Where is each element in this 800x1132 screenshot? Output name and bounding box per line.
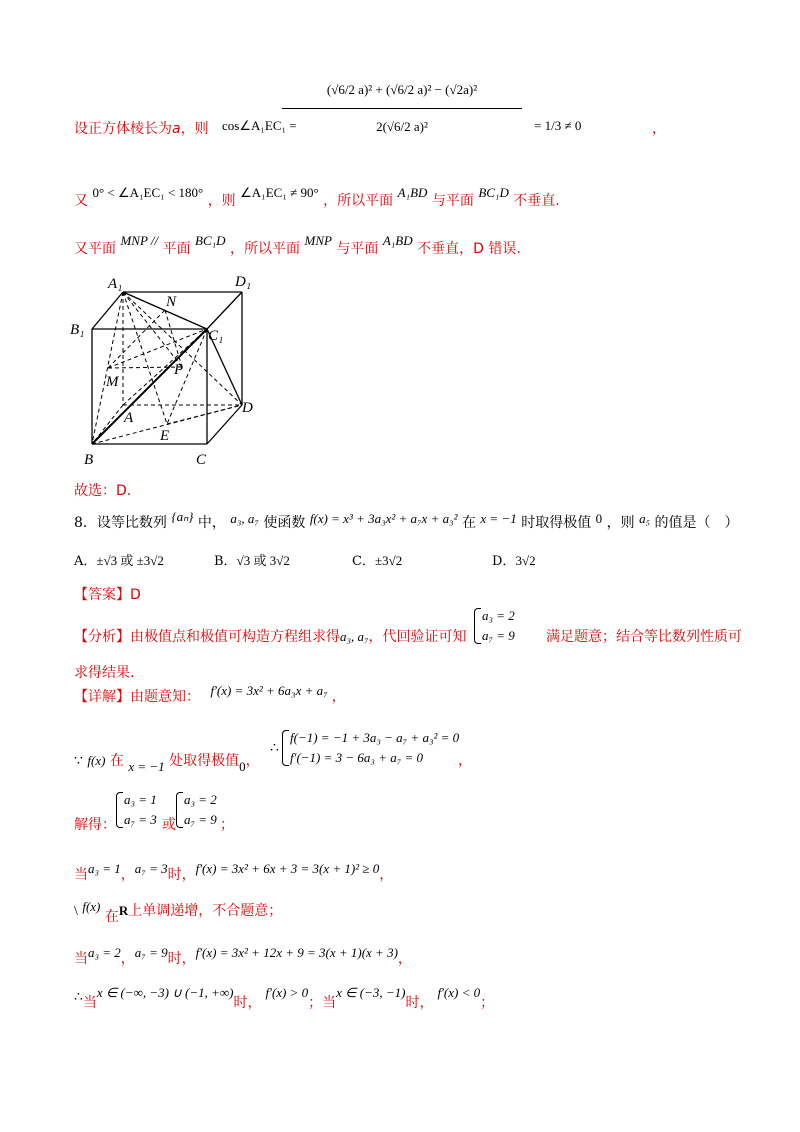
last-shi2: 时， xyxy=(405,995,434,1011)
p2-plane2: BC₁D xyxy=(478,185,509,200)
p2-plane1: A₁BD xyxy=(397,185,428,200)
because-text: 处取得极值 xyxy=(169,753,240,769)
p3-a1bd: A₁BD xyxy=(382,233,413,248)
because-eq1: f(−1) = −1 + 3a₃ − a₇ + a₃² = 0 xyxy=(290,730,460,745)
last-when2: 当 xyxy=(322,995,337,1011)
p1-lead xyxy=(74,118,209,138)
analysis-sys2: a₇ = 9 xyxy=(482,628,515,643)
p3-with-plane: 与平面 xyxy=(336,241,379,257)
analysis-system xyxy=(472,606,515,646)
label-d: D xyxy=(242,400,253,416)
p3-plane: 平面 xyxy=(162,241,191,257)
label-a: A xyxy=(124,410,134,426)
option-c-value: ±3√2 xyxy=(374,553,403,568)
mono-at: 在 xyxy=(104,909,119,925)
line-m-n xyxy=(108,310,165,368)
case2-line xyxy=(74,942,412,967)
edge-a-b xyxy=(92,405,123,444)
answer-line xyxy=(74,584,141,604)
q8-func: f(x) = x³ + 3a₃x² + a₇x + a₃² xyxy=(309,511,458,526)
case2-a7: a₇ = 9 xyxy=(134,945,168,960)
detail-deriv: f′(x) = 3x² + 6a₃x + a₇ xyxy=(210,683,328,698)
p3-mnp2: MNP xyxy=(304,233,332,248)
answer-selection: 故选：D. xyxy=(74,483,132,499)
last-semi: ； xyxy=(308,995,323,1011)
last-when: 当 xyxy=(82,995,97,1011)
mono-text: 上单调递增，不合题意； xyxy=(128,903,283,919)
case1-comma: ， xyxy=(120,867,135,883)
analysis-text1: 由极值点和极值可构造方程组求得 xyxy=(130,629,340,645)
p2-neq: ∠A₁EC₁ ≠ 90° xyxy=(240,185,319,200)
label-b: B xyxy=(84,452,94,468)
label-p: P xyxy=(174,362,184,378)
case2-expr: f′(x) = 3x² + 12x + 9 = 3(x + 1)(x + 3) xyxy=(195,945,398,960)
because-eq2: f′(−1) = 3 − 6a₃ + a₇ = 0 xyxy=(290,750,424,765)
analysis-tag: 【分析】 xyxy=(74,629,130,645)
p2-line xyxy=(74,185,560,210)
p2-you: 又 xyxy=(74,193,88,209)
label-e: E xyxy=(160,428,170,444)
solve-semi: ； xyxy=(220,817,234,833)
because-block xyxy=(74,728,774,784)
case2-end: ， xyxy=(397,951,412,967)
option-b[interactable] xyxy=(214,550,290,569)
last-interval1: x ∈ (−∞, −3) ∪ (−1, +∞) xyxy=(96,985,234,1000)
case1-when: 当 xyxy=(74,867,88,883)
label-c: C xyxy=(196,452,207,468)
because-symbol: ∵ xyxy=(74,754,83,769)
case2-shi: 时， xyxy=(167,951,196,967)
cos-fraction xyxy=(282,74,522,135)
case1-line xyxy=(74,858,394,883)
case2-when: 当 xyxy=(74,951,88,967)
last-interval2: x ∈ (−3, −1) xyxy=(336,985,406,1000)
solve-s2a: a₃ = 2 xyxy=(184,792,217,807)
cos-result: = 1/3 ≠ 0 xyxy=(534,118,582,133)
label-c1: C₁ xyxy=(208,328,224,344)
p1-var-a: a xyxy=(172,121,181,137)
answer-tag: 【答案】 xyxy=(74,587,130,603)
analysis-sys1: a₃ = 2 xyxy=(482,608,515,623)
p2-so-plane: ，所以平面 xyxy=(323,193,394,209)
p2-not-perp: 不垂直. xyxy=(513,193,560,209)
line-a1-e xyxy=(123,292,167,424)
detail-line xyxy=(74,683,346,706)
q8-zhong: 中， xyxy=(197,515,226,531)
option-b-value: √3 或 3√2 xyxy=(236,553,290,568)
because-comma2: ， xyxy=(458,753,472,769)
analysis-text2: ，代回验证可知 xyxy=(368,629,467,645)
p3-lead: 又平面 xyxy=(74,241,116,257)
detail-comma: ， xyxy=(331,689,346,705)
p2-range: 0° < ∠A₁EC₁ < 180° xyxy=(92,185,204,200)
line-c1-e xyxy=(167,329,207,424)
mono-fx: f(x) xyxy=(82,899,101,914)
p2-then: ，则 xyxy=(207,193,236,209)
q8-num: 8．设等比数列 xyxy=(74,515,167,531)
q8-at: 在 xyxy=(461,515,476,531)
label-d1: D₁ xyxy=(235,274,252,290)
p1-lead-text: 设正方体棱长为 xyxy=(74,121,172,137)
analysis-text3: 满足题意；结合等比数列性质可 xyxy=(546,629,742,645)
detail-tag: 【详解】 xyxy=(74,689,130,705)
option-b-label: B． xyxy=(214,554,237,569)
because-x: x = −1 xyxy=(128,759,165,774)
cos-numerator: (√6/2 a)² + (√6/2 a)² − (√2a)² xyxy=(282,74,522,109)
case2-a3: a₃ = 2 xyxy=(88,945,121,960)
cos-denominator: 2(√6/2 a)² xyxy=(376,119,428,134)
q8-ext: 时取得极值 xyxy=(521,515,592,531)
label-n: N xyxy=(166,294,177,310)
q8-x: x = −1 xyxy=(480,511,517,526)
therefore-symbol: ∴ xyxy=(270,741,279,756)
p1-comma: ， xyxy=(652,121,666,137)
mono-R: R xyxy=(118,903,129,918)
solve-block xyxy=(74,790,374,836)
last-therefore: ∴ xyxy=(74,990,83,1005)
solve-lead: 解得： xyxy=(74,817,116,833)
because-zero: 0 xyxy=(239,759,246,774)
edge-a1-b1 xyxy=(92,292,123,329)
option-a[interactable] xyxy=(74,550,164,569)
line-m-p xyxy=(108,367,182,368)
because-at: 在 xyxy=(109,753,124,769)
mono-line xyxy=(74,899,283,925)
p3-bc1d: BC₁D xyxy=(195,233,226,248)
analysis-text4: 求得结果. xyxy=(74,665,135,681)
label-b1: B₁ xyxy=(70,322,85,338)
p3-so-plane: ，所以平面 xyxy=(230,241,301,257)
solve-s1a: a₃ = 1 xyxy=(124,792,157,807)
cube-figure xyxy=(62,272,272,472)
option-c-label: C． xyxy=(352,554,375,569)
analysis-block xyxy=(74,606,742,686)
solve-system1 xyxy=(114,790,157,830)
p3-line xyxy=(74,233,521,258)
q8-a5: a₅ xyxy=(639,511,651,526)
case1-a7: a₇ = 3 xyxy=(134,861,168,876)
last-line xyxy=(74,985,495,1011)
p2-with-plane: 与平面 xyxy=(431,193,474,209)
mono-symbol: \ xyxy=(74,904,78,919)
detail-text: 由题意知： xyxy=(130,689,200,705)
last-shi: 时， xyxy=(233,995,262,1011)
case2-comma: ， xyxy=(120,951,135,967)
solve-s1b: a₇ = 3 xyxy=(124,812,157,827)
case1-end: ， xyxy=(379,867,394,883)
solve-or: 或 xyxy=(162,817,176,833)
p3-tail: 不垂直，D 错误. xyxy=(417,241,521,257)
option-a-label: A． xyxy=(74,554,97,569)
analysis-terms: a₃, a₇ xyxy=(340,629,369,644)
q8-then: ，则 xyxy=(606,515,635,531)
label-a1: A₁ xyxy=(108,276,123,292)
case1-expr: f′(x) = 3x² + 6x + 3 = 3(x + 1)² ≥ 0 xyxy=(195,861,380,876)
because-fx: f(x) xyxy=(87,753,106,768)
answer-value: D xyxy=(130,587,141,603)
q8-tail: 的值是（ ） xyxy=(654,515,739,531)
edge-d1-c1 xyxy=(207,292,242,329)
cos-lhs: cos∠A₁EC₁ = xyxy=(222,118,297,133)
option-c[interactable] xyxy=(352,550,402,569)
line-n-p xyxy=(165,310,182,367)
q8-terms: a₃, a₇ xyxy=(230,511,259,526)
last-fp1: f′(x) > 0 xyxy=(265,985,309,1000)
option-d-label: D． xyxy=(492,554,516,569)
option-d-value: 3√2 xyxy=(515,553,536,568)
p1-then: ，则 xyxy=(180,121,209,137)
line-e-d xyxy=(167,405,242,424)
last-semi2: ； xyxy=(480,995,495,1011)
option-d[interactable] xyxy=(492,550,536,569)
question-8 xyxy=(74,509,739,532)
case1-a3: a₃ = 1 xyxy=(88,861,121,876)
edge-c-d xyxy=(207,405,242,444)
option-a-value: ±√3 或 ±3√2 xyxy=(96,553,164,568)
last-fp2: f′(x) < 0 xyxy=(437,985,481,1000)
case1-shi: 时， xyxy=(167,867,196,883)
p3-mnp: MNP // xyxy=(120,233,159,248)
because-comma: ， xyxy=(245,753,260,769)
q8-seq: {aₙ} xyxy=(171,509,194,524)
label-m: M xyxy=(106,374,119,390)
because-system xyxy=(280,728,459,768)
solve-s2b: a₇ = 9 xyxy=(184,812,217,827)
q8-zero: 0 xyxy=(595,511,603,526)
q8-func-lead: 使函数 xyxy=(263,515,306,531)
solve-system2 xyxy=(174,790,217,830)
